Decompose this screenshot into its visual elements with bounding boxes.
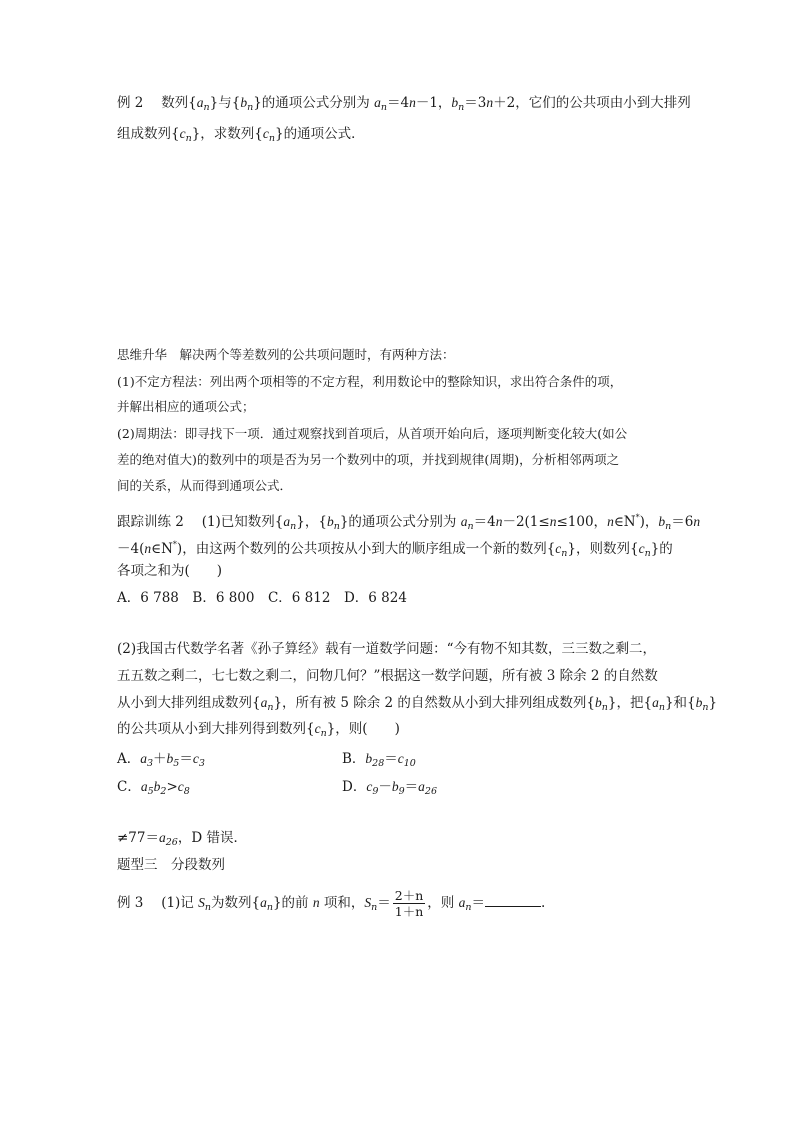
- option-d: D．$c_9-b_9=a_{26}$: [342, 779, 438, 797]
- thinking-title-line: 思维升华 解决两个等差数列的公共项问题时，有两种方法：: [117, 347, 455, 362]
- answer-blank[interactable]: [485, 894, 541, 907]
- option-c: C．$a_5b_2>c_8$: [117, 779, 190, 797]
- practice2-q2-line1: (2)我国古代数学名著《孙子算经》载有一道数学问题：“今有物不知其数，三三数之剩二，: [117, 641, 657, 657]
- example3-line1: 例 3 (1)记 $S_n$为数列$\{a_n\}$的前 n 项和，$S_n=$ $\frac{2+n}{1+n}$ ，则 $a_n=$ .: [117, 888, 546, 919]
- practice2-q1-line3: 各项之和为( ): [117, 563, 223, 579]
- option-a: A．$a_3+b_5=c_3$: [117, 751, 205, 769]
- practice2-q2-line3: 从小到大排列组成数列$\{a_n\}$，所有被 5 除余 2 的自然数从小到大排列组成数列$\{b_n\}$，把$\{a_n\}$和$\{b_n\}$: [117, 695, 718, 713]
- section-title: 题型三 分段数列: [117, 857, 225, 873]
- answer-fragment: $\ne 77=a_{26}$，D 错误．: [117, 830, 247, 848]
- practice2-q1-line2: －4(n∈N*)，由这两个数列的公共项按从小到大的顺序组成一个新的数列$\{c_n\}$，则数列$\{c_n\}$的: [117, 540, 673, 559]
- thinking-title: 思维升华: [117, 347, 168, 362]
- method2-line1: (2)周期法：即寻找下一项．通过观察找到首项后，从首项开始向后，逐项判断变化较大(如公: [117, 426, 628, 441]
- practice2-label: 跟踪训练 2: [117, 514, 184, 530]
- method1-line2: 并解出相应的通项公式；: [117, 399, 255, 414]
- practice2-q2-line4: 的公共项从小到大排列得到数列$\{c_n\}$，则( ): [117, 721, 400, 739]
- fraction: $\frac{2+n}{1+n}$: [394, 888, 424, 919]
- practice2-q2-line2: 五五数之剩二，七七数之剩二，问物几何？”根据这一数学问题，所有被 3 除余 2 的自然数: [117, 668, 658, 684]
- method2-line2: 差的绝对值大)的数列中的项是否为另一个数列中的项，并找到规律(周期)，分析相邻两项之: [117, 452, 620, 467]
- method2-line3: 间的关系，从而得到通项公式．: [117, 478, 293, 493]
- practice2-q1-line1: 跟踪训练 2 (1)已知数列$\{a_n\}$，$\{b_n\}$的通项公式分别为 $a_n=4n-2(1\le n\le 100$，n∈N*)，$b_n=6n$: [117, 513, 701, 532]
- practice2-q1-options: A．6 788 B．6 800 C．6 812 D．6 824: [117, 590, 407, 606]
- method1-line1: (1)不定方程法：列出两个项相等的不定方程，利用数论中的整除知识，求出符合条件的项，: [117, 374, 623, 389]
- option-b: B．$b_{28}=c_{10}$: [342, 751, 416, 769]
- example2-line2: 组成数列$\{c_n\}$，求数列$\{c_n\}$的通项公式．: [117, 126, 365, 144]
- example2-line1: 例 2 数列$\{a_n\}$与$\{b_n\}$的通项公式分别为 $a_n=4n-1$，$b_n=3n+2$，它们的公共项由小到大排列: [117, 95, 691, 113]
